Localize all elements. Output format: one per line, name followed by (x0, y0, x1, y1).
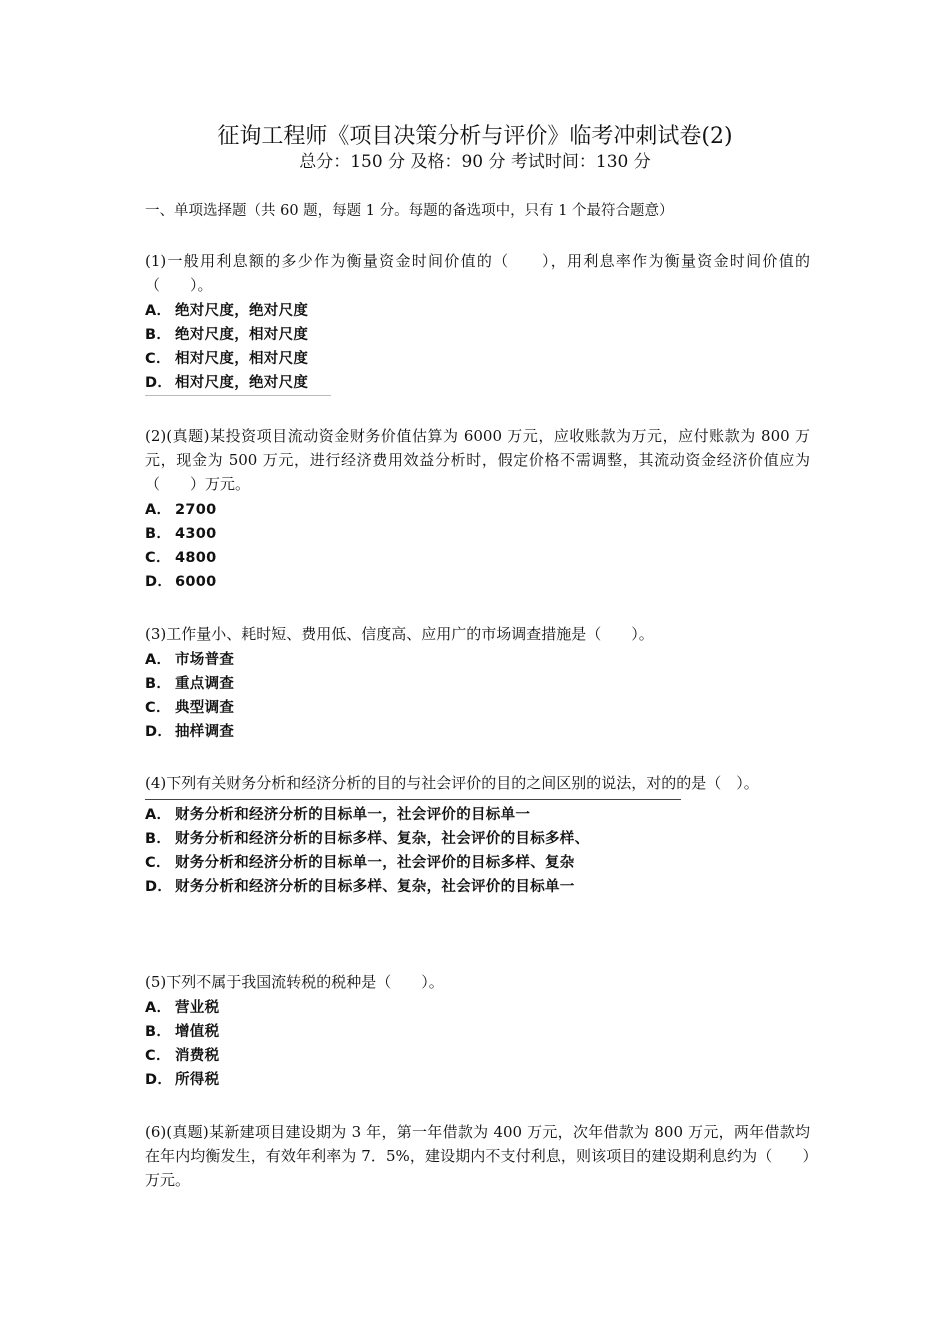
option-d[interactable]: D． 6000 (145, 574, 217, 590)
option-c[interactable]: C． 典型调查 (145, 700, 235, 716)
option-d[interactable]: D． 抽样调查 (145, 724, 235, 740)
question-4 (145, 771, 810, 899)
option-list (145, 996, 810, 1092)
question-1 (145, 249, 810, 396)
section-heading: 一、单项选择题（共 60 题，每题 1 分。每题的备选项中，只有 1 个最符合题意） (145, 203, 674, 219)
option-list (145, 648, 810, 744)
question-stem: (1)一般用利息额的多少作为衡量资金时间价值的（ ），用利息率作为衡量资金时间价值的（ ）。 (145, 252, 810, 294)
option-c[interactable]: C． 财务分析和经济分析的目标单一，社会评价的目标多样、复杂 (145, 855, 575, 871)
option-b[interactable]: B． 增值税 (145, 1024, 220, 1040)
question-3 (145, 622, 810, 744)
question-stem: (4)下列有关财务分析和经济分析的目的与社会评价的目的之间区别的说法，对的的是（ ）。 (145, 774, 759, 792)
question-2 (145, 424, 810, 594)
option-list (145, 498, 810, 594)
option-a[interactable]: A． 市场普查 (145, 652, 235, 668)
option-a[interactable]: A． 2700 (145, 502, 217, 518)
option-c[interactable]: C． 相对尺度，相对尺度 (145, 351, 309, 367)
option-c[interactable]: C． 消费税 (145, 1048, 220, 1064)
option-d[interactable]: D． 财务分析和经济分析的目标多样、复杂，社会评价的目标单一 (145, 879, 575, 895)
option-b[interactable]: B． 财务分析和经济分析的目标多样、复杂，社会评价的目标多样、 (145, 831, 590, 847)
question-stem: (6)(真题)某新建项目建设期为 3 年，第一年借款为 400 万元，次年借款为 800 万元，两年借款均在年内均衡发生，有效年利率为 7．5%，建设期内不支付利息，则该项目的建设期利息约为（ ）万元。 (145, 1123, 810, 1189)
option-b[interactable]: B． 重点调查 (145, 676, 235, 692)
question-6 (145, 1120, 810, 1192)
option-b[interactable]: B． 4300 (145, 526, 217, 542)
option-a[interactable]: A． 营业税 (145, 1000, 220, 1016)
image-top-border (145, 799, 681, 800)
option-a[interactable]: A． 绝对尺度，绝对尺度 (145, 303, 309, 319)
option-a[interactable]: A． 财务分析和经济分析的目标单一，社会评价的目标单一 (145, 807, 531, 823)
option-d[interactable]: D． 所得税 (145, 1072, 220, 1088)
option-b[interactable]: B． 绝对尺度，相对尺度 (145, 327, 309, 343)
question-stem: (3)工作量小、耗时短、费用低、信度高、应用广的市场调查措施是（ ）。 (145, 625, 654, 643)
question-stem: (5)下列不属于我国流转税的税种是（ ）。 (145, 973, 444, 991)
option-list (145, 299, 810, 396)
image-edge-line (145, 395, 331, 396)
option-list (145, 803, 810, 899)
exam-info: 总分：150 分 及格：90 分 考试时间：130 分 (299, 152, 651, 172)
question-stem: (2)(真题)某投资项目流动资金财务价值估算为 6000 万元，应收账款为万元，应付账款为 800 万元，现金为 500 万元，进行经济费用效益分析时，假定价格不需调整，其流动资金经济价值应为（ ）万元。 (145, 427, 810, 493)
option-c[interactable]: C． 4800 (145, 550, 217, 566)
option-d[interactable]: D． 相对尺度，绝对尺度 (145, 375, 309, 391)
document-title: 征询工程师《项目决策分析与评价》临考冲刺试卷(2) (217, 124, 733, 149)
question-5 (145, 970, 810, 1092)
